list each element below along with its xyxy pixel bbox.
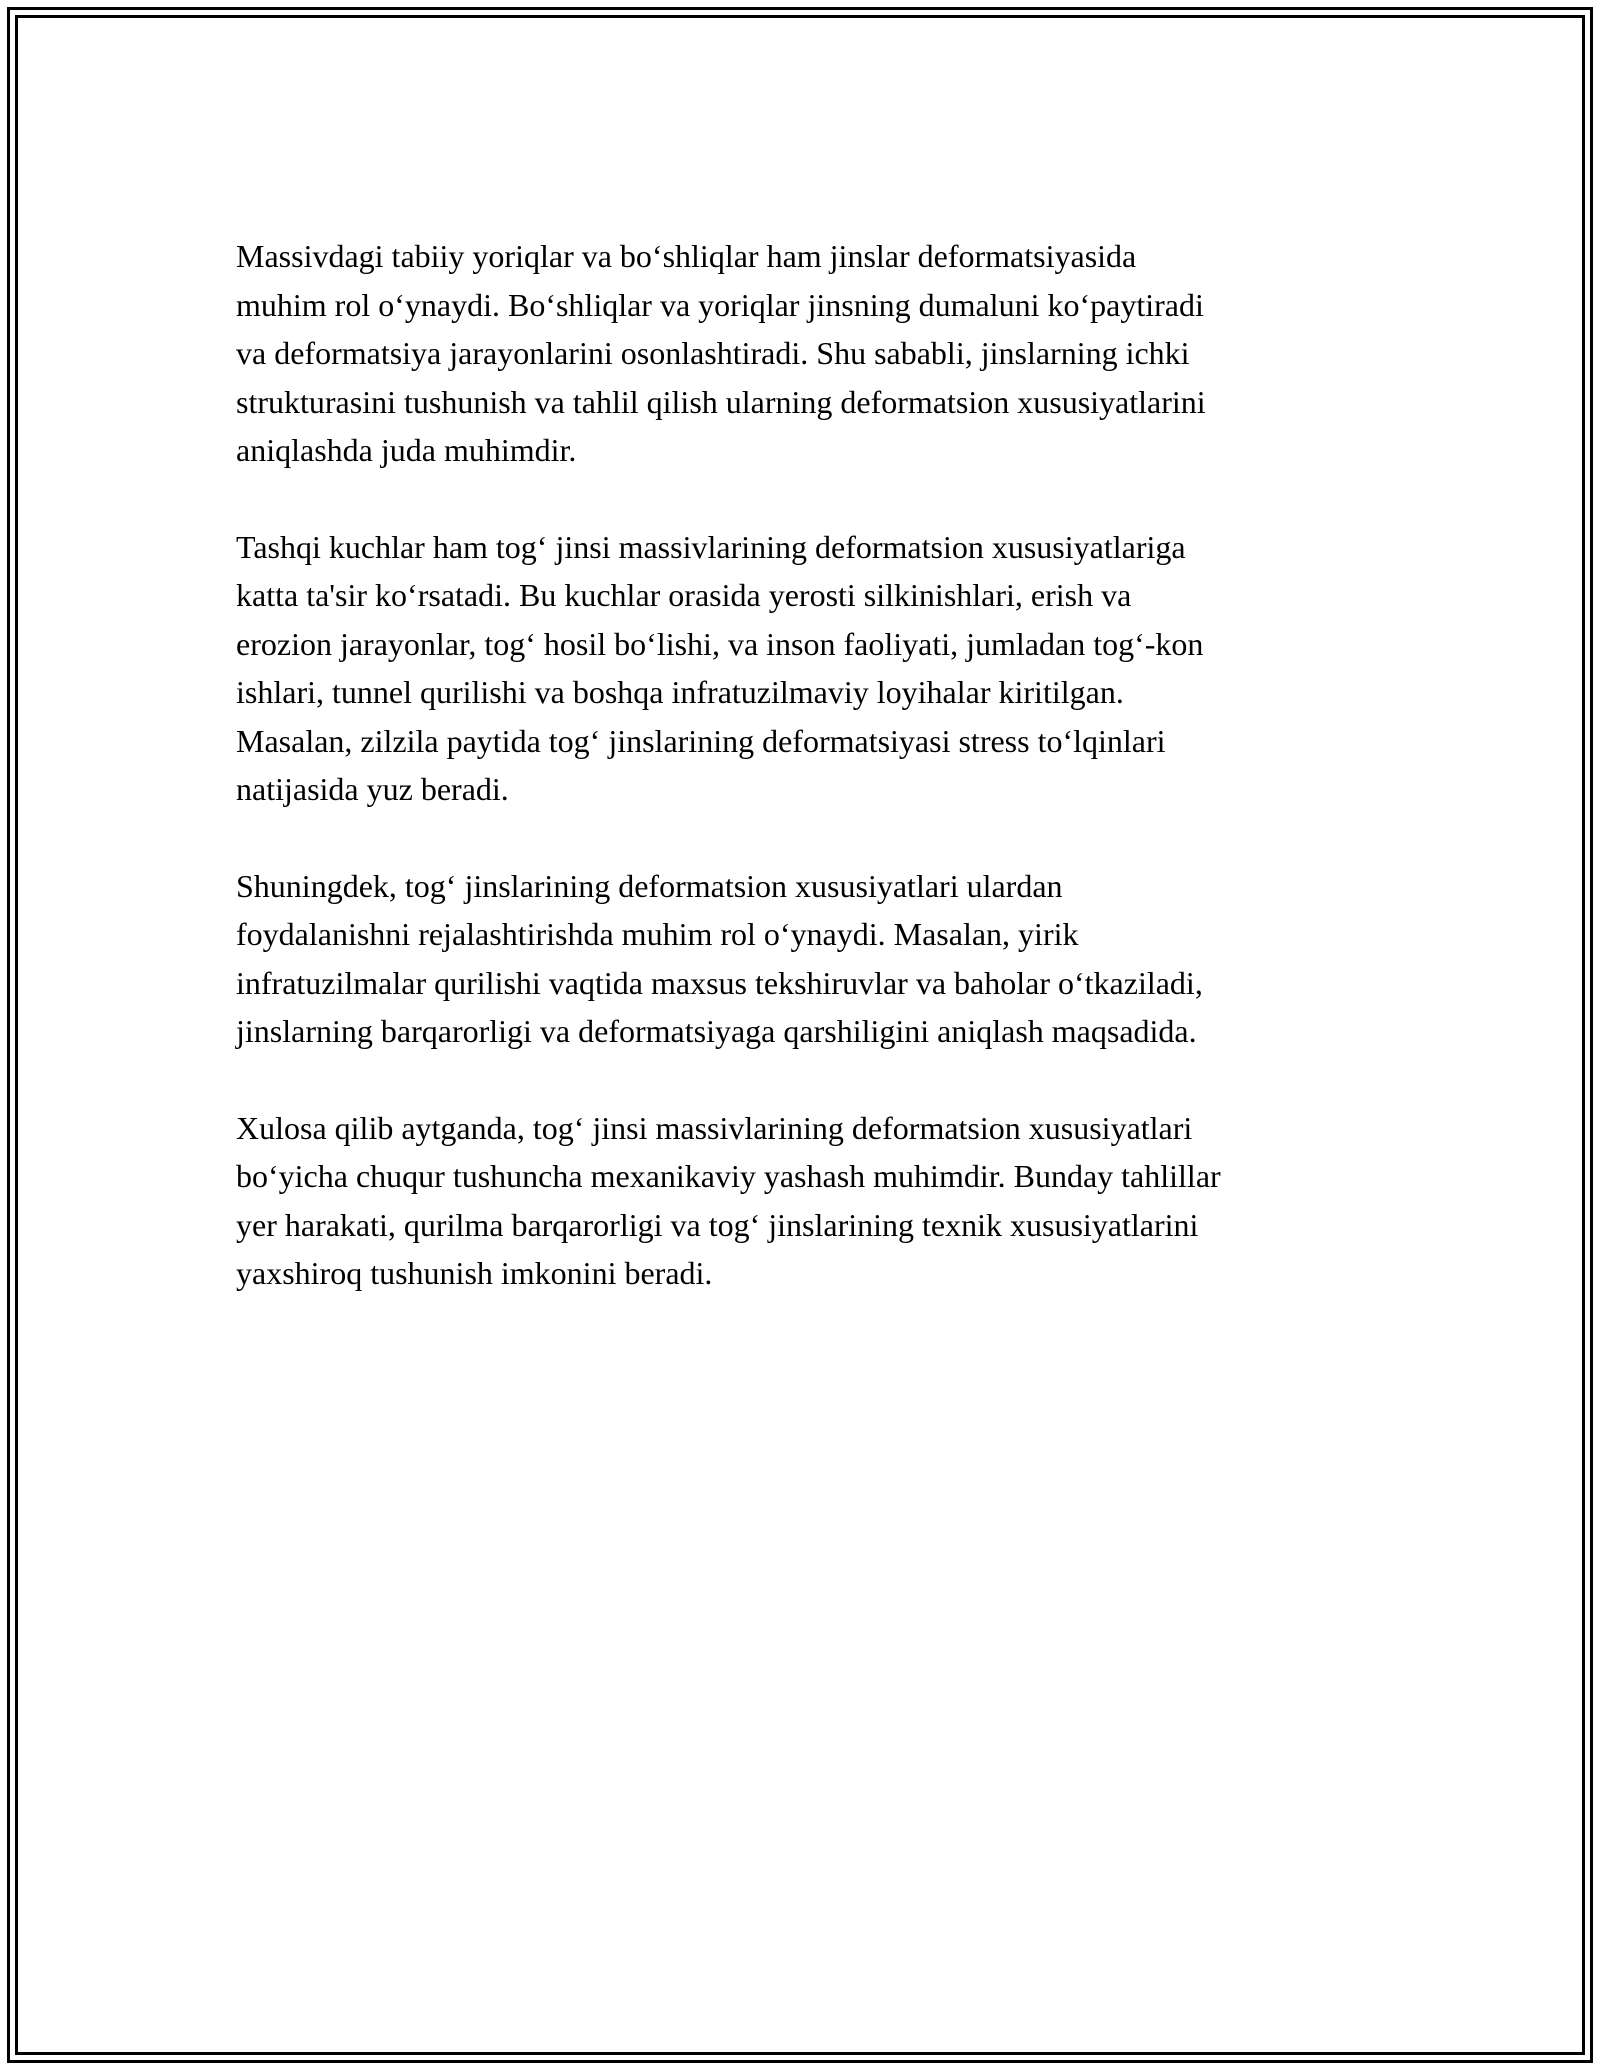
paragraph-infrastructure-planning: Shuningdek, tog‘ jinslarining deformatsion xususiyatlari ulardan foydalanishni rejalashtirishda muhim rol o‘ynaydi. Masalan, yirik infratuzilmalar qurilishi vaqtida maxsus tekshiruvlar va baholar o‘tkaziladi, jinslarning barqarorligi va deformatsiyaga qarshiligini aniqlash maqsadida.: [236, 867, 1203, 1049]
paragraph-rock-cracks: Massivdagi tabiiy yoriqlar va bo‘shliqlar ham jinslar deformatsiyasida muhim rol o‘ynaydi. Bo‘shliqlar va yoriqlar jinsning dumaluni ko‘paytiradi va deformatsiya jarayonlarini osonlashtiradi. Shu sababli, jinslarning ichki strukturasini tushunish va tahlil qilish ularning deformatsion xususiyatlarini aniqlashda juda muhimdir.: [236, 238, 1206, 468]
paragraph-conclusion: Xulosa qilib aytganda, tog‘ jinsi massivlarining deformatsion xususiyatlari bo‘yicha chuqur tushuncha mexanikaviy yashash muhimdir. Bunday tahlillar yer harakati, qurilma barqarorligi va tog‘ jinslarining texnik xususiyatlarini yaxshiroq tushunish imkonini beradi.: [236, 1109, 1221, 1291]
paragraph-external-forces: Tashqi kuchlar ham tog‘ jinsi massivlarining deformatsion xususiyatlariga katta ta'sir ko‘rsatadi. Bu kuchlar orasida yerosti silkinishlari, erish va erozion jarayonlar, tog‘ hosil bo‘lishi, va inson faoliyati, jumladan tog‘-kon ishlari, tunnel qurilishi va boshqa infratuzilmaviy loyihalar kiritilgan. Masalan, zilzila paytida tog‘ jinslarining deformatsiyasi stress to‘lqinlari natijasida yuz beradi.: [236, 528, 1204, 807]
document-body: [236, 232, 1376, 1346]
